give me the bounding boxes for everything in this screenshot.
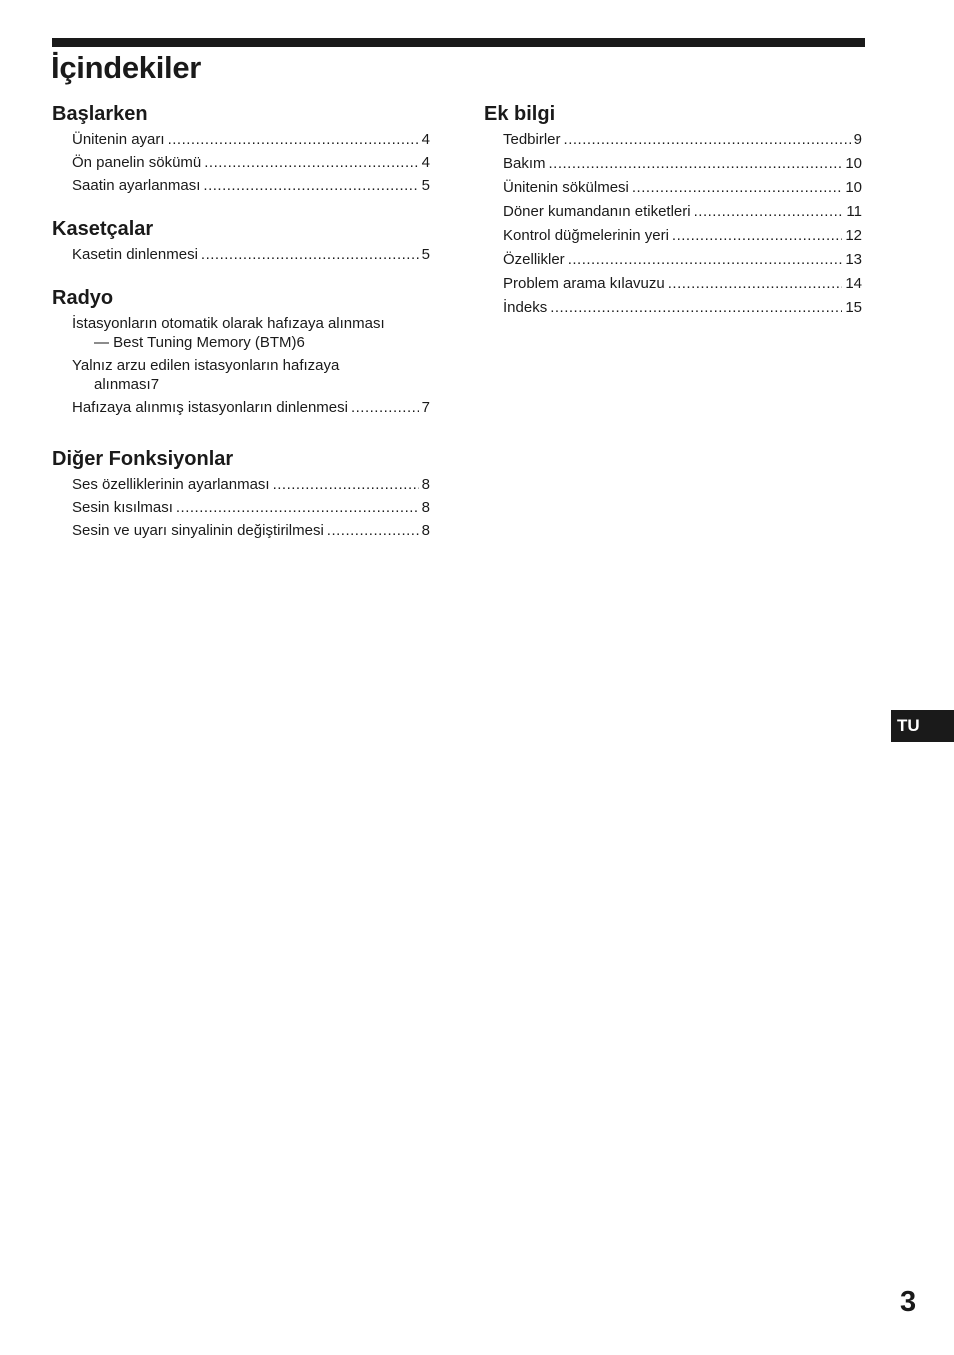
- toc-section-kasetcalar: [52, 217, 430, 264]
- entry-page: 11: [846, 203, 862, 220]
- leader-dots: [327, 521, 419, 540]
- section-heading: Ek bilgi: [484, 103, 556, 125]
- toc-entry[interactable]: [52, 475, 430, 494]
- entry-page: 13: [845, 251, 862, 268]
- entry-title: Saatin ayarlanması: [72, 177, 201, 194]
- entry-page: 4: [421, 154, 430, 171]
- entry-page: 5: [421, 177, 430, 194]
- entry-title-cont: — Best Tuning Memory (BTM): [94, 334, 297, 351]
- toc-left-column: [52, 102, 430, 562]
- toc-entry[interactable]: [52, 245, 430, 264]
- toc-entry[interactable]: [484, 154, 862, 173]
- entry-page: 8: [421, 476, 430, 493]
- toc-entry[interactable]: [484, 130, 862, 149]
- toc-section-diger: [52, 447, 430, 540]
- toc-entry[interactable]: [484, 298, 862, 317]
- toc-entry[interactable]: [52, 176, 430, 195]
- section-heading: Başlarken: [52, 103, 148, 125]
- leader-dots: [351, 398, 419, 417]
- entry-page: 10: [845, 155, 862, 172]
- entry-title: Ön panelin sökümü: [72, 154, 202, 171]
- leader-dots: [672, 226, 842, 245]
- leader-dots: [201, 245, 419, 264]
- toc-entry[interactable]: [52, 498, 430, 517]
- toc-entry[interactable]: [52, 356, 430, 394]
- toc-right-column: [484, 102, 862, 339]
- leader-dots: [549, 154, 843, 173]
- toc-section-ek-bilgi: [484, 102, 862, 317]
- entry-page: 10: [845, 179, 862, 196]
- entry-title: Kontrol düğmelerinin yeri: [503, 227, 669, 244]
- entry-title: Sesin kısılması: [72, 499, 173, 516]
- toc-entry[interactable]: [52, 153, 430, 172]
- toc-section-radyo: [52, 286, 430, 417]
- entry-page: 6: [296, 334, 305, 351]
- leader-dots: [273, 475, 419, 494]
- entry-page: 15: [845, 299, 862, 316]
- leader-dots: [550, 298, 842, 317]
- entry-title: Hafızaya alınmış istasyonların dinlenmesi: [72, 399, 348, 416]
- toc-entry[interactable]: [52, 521, 430, 540]
- toc-entry[interactable]: [52, 130, 430, 149]
- section-heading: Kasetçalar: [52, 218, 154, 240]
- section-heading: Radyo: [52, 287, 114, 309]
- leader-dots: [203, 176, 418, 195]
- entry-title: Kasetin dinlenmesi: [72, 246, 198, 263]
- section-heading: Diğer Fonksiyonlar: [52, 448, 234, 470]
- entry-title: Döner kumandanın etiketleri: [503, 203, 691, 220]
- entry-page: 9: [853, 131, 862, 148]
- entry-title: İstasyonların otomatik olarak hafızaya alınması: [72, 315, 385, 332]
- toc-entry[interactable]: [484, 202, 862, 221]
- leader-dots: [568, 250, 843, 269]
- toc-entry[interactable]: [484, 178, 862, 197]
- entry-page: 8: [421, 499, 430, 516]
- entry-title: Tedbirler: [503, 131, 561, 148]
- entry-title: Özellikler: [503, 251, 565, 268]
- entry-title-cont: alınması: [94, 376, 151, 393]
- toc-entry[interactable]: [52, 398, 430, 417]
- entry-page: 5: [421, 246, 430, 263]
- entry-title: Bakım: [503, 155, 546, 172]
- entry-page: 4: [421, 131, 430, 148]
- entry-title: İndeks: [503, 299, 548, 316]
- entry-page: 7: [421, 399, 430, 416]
- leader-dots: [632, 178, 842, 197]
- entry-title: Sesin ve uyarı sinyalinin değiştirilmesi: [72, 522, 324, 539]
- entry-title: Ünitenin ayarı: [72, 131, 165, 148]
- entry-title: Ses özelliklerinin ayarlanması: [72, 476, 270, 493]
- entry-title: Ünitenin sökülmesi: [503, 179, 629, 196]
- leader-dots: [168, 130, 419, 149]
- page-title: İçindekiler: [51, 50, 202, 85]
- toc-entry[interactable]: [52, 314, 430, 352]
- entry-page: 7: [150, 376, 160, 393]
- toc-entry[interactable]: [484, 226, 862, 245]
- toc-section-baslarken: [52, 102, 430, 195]
- toc-entry[interactable]: [484, 274, 862, 293]
- entry-page: 14: [845, 275, 862, 292]
- leader-dots: [564, 130, 851, 149]
- leader-dots: [176, 498, 419, 517]
- entry-title: Problem arama kılavuzu: [503, 275, 665, 292]
- entry-page: 12: [845, 227, 862, 244]
- page-number: 3: [900, 1286, 917, 1318]
- entry-page: 8: [421, 522, 430, 539]
- entry-title: Yalnız arzu edilen istasyonların hafızaya: [72, 357, 340, 374]
- language-tab: TU: [891, 710, 954, 742]
- leader-dots: [204, 153, 418, 172]
- top-rule: [52, 38, 865, 47]
- toc-entry[interactable]: [484, 250, 862, 269]
- leader-dots: [668, 274, 843, 293]
- leader-dots: [694, 202, 844, 221]
